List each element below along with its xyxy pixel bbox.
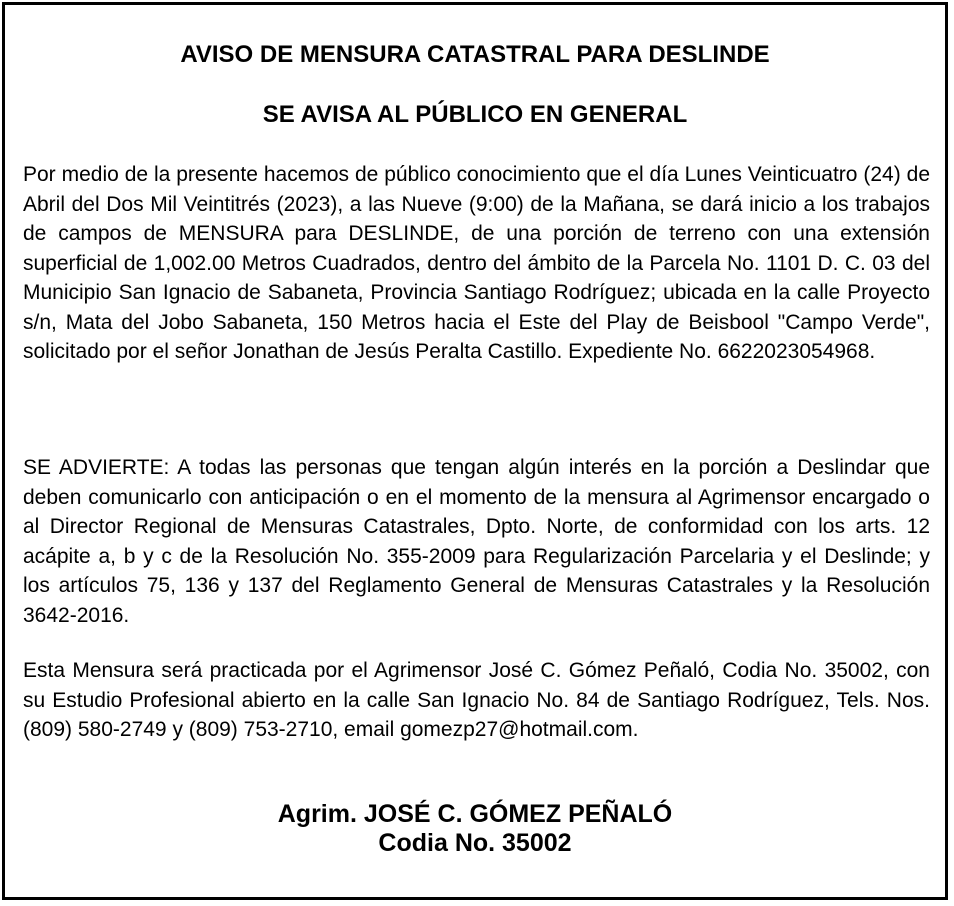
notice-frame	[2, 2, 948, 900]
signature-block	[5, 800, 945, 858]
signature-codia: Codia No. 35002	[378, 829, 572, 857]
notice-title: AVISO DE MENSURA CATASTRAL PARA DESLINDE	[180, 41, 770, 68]
notice-paragraph-surveyor: Esta Mensura será practicada por el Agrimensor José C. Gómez Peñaló, Codia No. 35002, con su Estudio Profesional abierto en la calle San Ignacio No. 84 de Santiago Rodríguez, Tels. Nos. (809) 580-2749 y (809) 753-2710, email gomezp27@hotmail.com.	[23, 659, 930, 741]
notice-paragraph-announcement: Por medio de la presente hacemos de público conocimiento que el día Lunes Veinticuatro (24) de Abril del Dos Mil Veintitrés (2023), a las Nueve (9:00) de la Mañana, se dará inicio a los trabajos de campos de MENSURA para DESLINDE, de una porción de terreno con una extensión superficial de 1,002.00 Metros Cuadrados, dentro del ámbito de la Parcela No. 1101 D. C. 03 del Municipio San Ignacio de Sabaneta, Provincia Santiago Rodríguez; ubicada en la calle Proyecto s/n, Mata del Jobo Sabaneta, 150 Metros hacia el Este del Play de Beisbool "Campo Verde", solicitado por el señor Jonathan de Jesús Peralta Castillo. Expediente No. 6622023054968.	[23, 163, 930, 363]
notice-paragraph-warning: SE ADVIERTE: A todas las personas que tengan algún interés en la porción a Deslindar que deben comunicarlo con anticipación o en el momento de la mensura al Agrimensor encargado o al Director Regional de Mensuras Catastrales, Dpto. Norte, de conformidad con los arts. 12 acápite a, b y c de la Resolución No. 355-2009 para Regularización Parcelaria y el Deslinde; y los artículos 75, 136 y 137 del Reglamento General de Mensuras Catastrales y la Resolución 3642-2016.	[23, 456, 930, 627]
signature-name: Agrim. JOSÉ C. GÓMEZ PEÑALÓ	[277, 800, 673, 828]
notice-subtitle: SE AVISA AL PÚBLICO EN GENERAL	[262, 101, 688, 128]
